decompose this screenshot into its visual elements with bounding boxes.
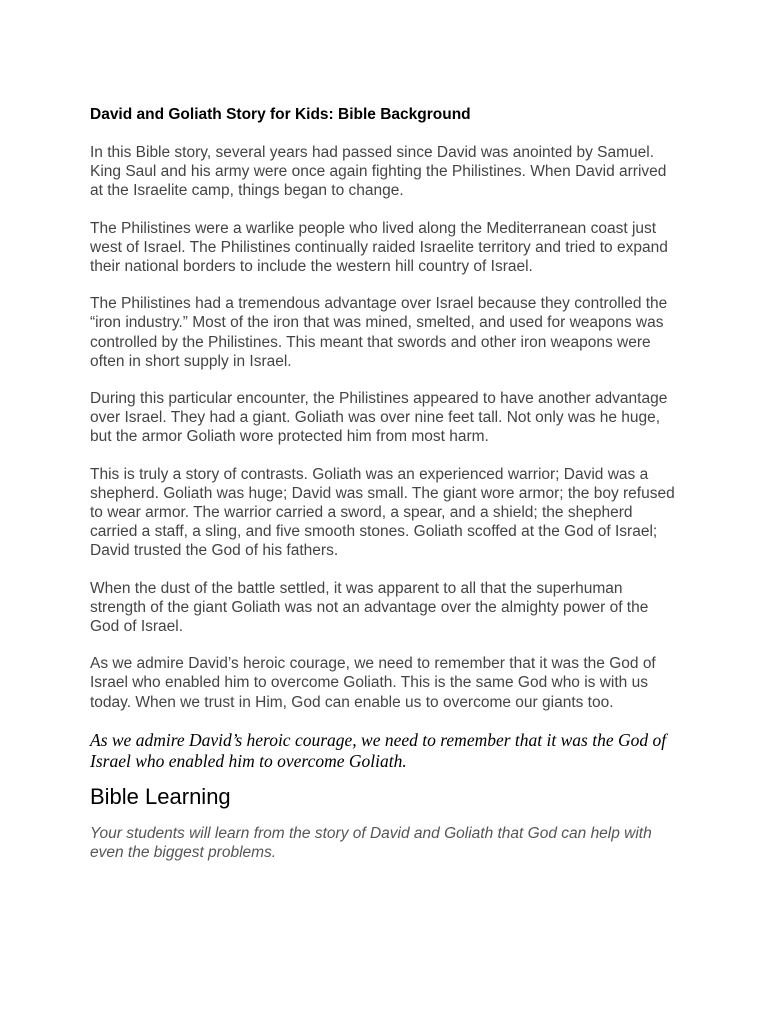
pull-quote: As we admire David’s heroic courage, we need to remember that it was the God of Israel who enabled him to overcome Goliath. — [90, 729, 667, 772]
document-heading: David and Goliath Story for Kids: Bible Background — [90, 106, 471, 123]
paragraph-battle-settled: When the dust of the battle settled, it was apparent to all that the superhuman strength of the giant Goliath was not an advantage over the almighty power of the God of Israel. — [90, 579, 649, 636]
paragraph-giant: During this particular encounter, the Philistines appeared to have another advantage over Israel. They had a giant. Goliath was over nine feet tall. Not only was he huge, but the armor Goliath wore protected him from most harm. — [90, 390, 668, 446]
section-text-bible-learning: Your students will learn from the story of David and Goliath that God can help with even the biggest problems. — [90, 824, 652, 862]
document-page — [90, 104, 680, 863]
paragraph-courage: As we admire David’s heroic courage, we need to remember that it was the God of Israel who enabled him to overcome Goliath. This is the same God who is with us today. When we trust in Him, God can enable us to overcome our giants too. — [90, 655, 656, 711]
paragraph-philistines: The Philistines were a warlike people who lived along the Mediterranean coast just west of Israel. The Philistines continually raided Israelite territory and tried to expand their national borders to include the western hill country of Israel. — [90, 219, 668, 276]
paragraph-iron-industry: The Philistines had a tremendous advantage over Israel because they controlled the “iron industry.” Most of the iron that was mined, smelted, and used for weapons was controlled by the Philistines. This meant that swords and other iron weapons were often in short supply in Israel. — [90, 295, 668, 370]
section-title-bible-learning: Bible Learning — [90, 783, 231, 809]
paragraph-contrasts: This is truly a story of contrasts. Goliath was an experienced warrior; David was a shepherd. Goliath was huge; David was small. The giant wore armor; the boy refused to wear armor. The warrior carried a sword, a spear, and a shield; the shepherd carried a staff, a sling, and five smooth stones. Goliath scoffed at the God of Israel; David trusted the God of his fathers. — [90, 465, 675, 560]
paragraph-intro: In this Bible story, several years had passed since David was anointed by Samuel. King Saul and his army were once again fighting the Philistines. When David arrived at the Israelite camp, things began to change. — [90, 144, 667, 200]
